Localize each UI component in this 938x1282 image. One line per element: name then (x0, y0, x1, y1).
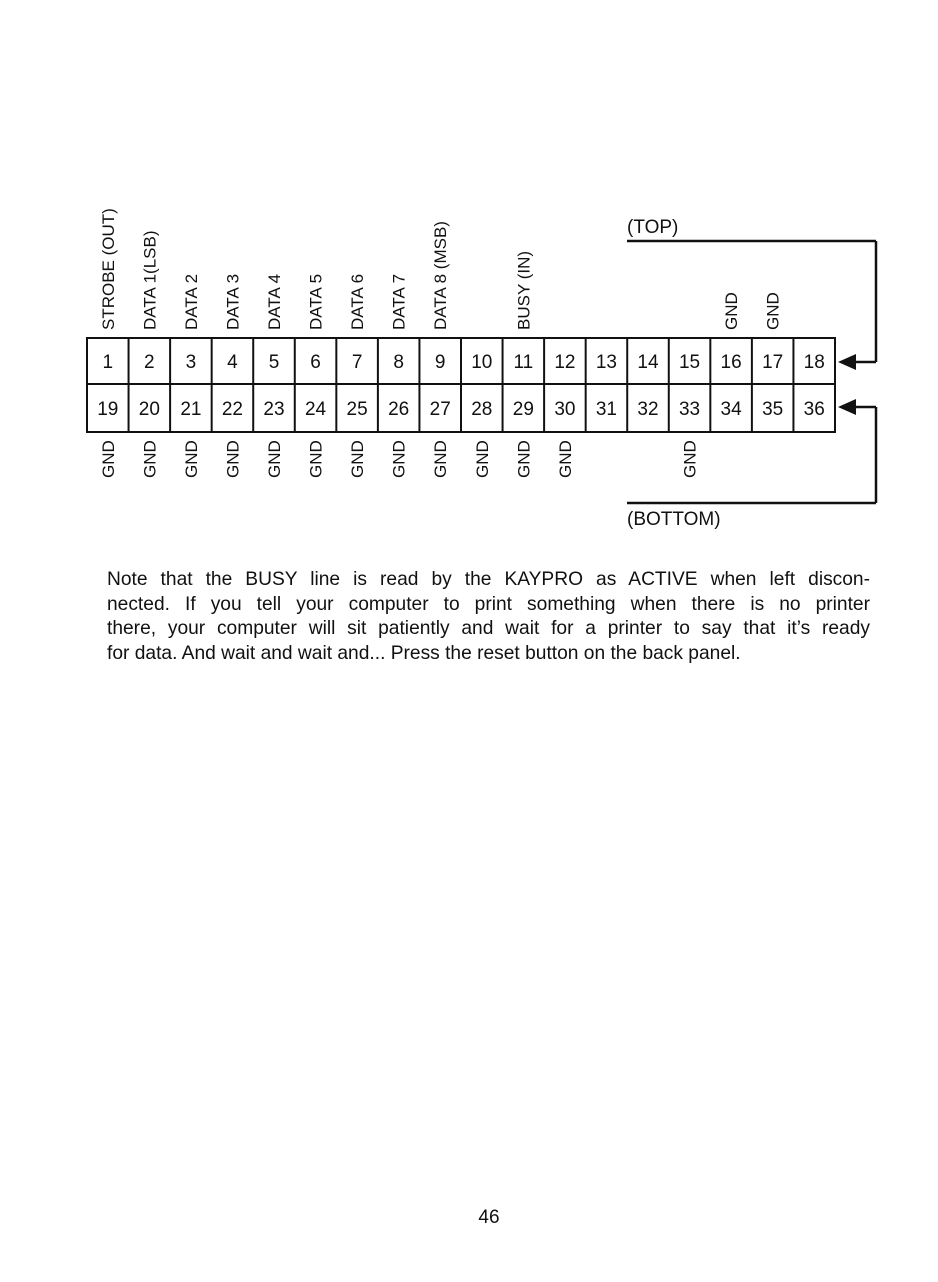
note-line: there, your computer will sit patiently and wait for a printer to say that it’s ready (107, 618, 870, 639)
page-number: 46 (478, 1207, 500, 1228)
bottom-label: (BOTTOM) (627, 509, 721, 530)
pin-number-top: 5 (268, 352, 280, 373)
pin-number-bottom: 22 (221, 399, 244, 420)
pin-number-bottom: 24 (304, 399, 327, 420)
pin-number-top: 2 (144, 352, 155, 373)
pin-number-top: 3 (185, 352, 197, 373)
signal-label-top: DATA 6 (348, 273, 368, 330)
pin-number-bottom: 32 (637, 399, 659, 420)
pin-number-top: 17 (762, 352, 784, 373)
pin-number-bottom: 26 (388, 399, 410, 420)
pin-number-top: 14 (637, 352, 659, 373)
pin-number-bottom: 19 (97, 399, 119, 420)
signal-label-top: DATA 5 (306, 273, 326, 330)
pin-number-top: 16 (720, 352, 742, 373)
signal-label-top: GND (722, 292, 742, 330)
signal-label-top: BUSY (IN) (514, 250, 534, 330)
top-label: (TOP) (627, 217, 679, 238)
signal-label-top: DATA 1(LSB) (140, 230, 160, 330)
signal-label-top: DATA 4 (265, 273, 284, 330)
pin-number-top: 1 (102, 352, 114, 373)
signal-label-top: DATA 8 (MSB) (431, 221, 451, 330)
printer-connector-pinout-diagram (0, 0, 938, 560)
pin-number-bottom: 21 (180, 399, 202, 420)
signal-label-top: DATA 7 (389, 273, 409, 330)
signal-label-bottom: GND (306, 440, 326, 478)
signal-label-bottom: GND (223, 440, 243, 478)
note-line: for data. And wait and wait and... Press the reset button on the back panel. (107, 642, 741, 664)
signal-label-top: DATA 2 (181, 273, 201, 330)
pin-number-bottom: 29 (512, 399, 534, 420)
pin-number-bottom: 33 (678, 399, 701, 420)
signal-label-bottom: GND (389, 440, 409, 478)
pin-number-bottom: 27 (429, 399, 451, 420)
busy-line-note (107, 568, 870, 666)
signal-label-top: STROBE (OUT) (98, 208, 118, 330)
pin-number-bottom: 28 (471, 399, 493, 420)
pin-number-bottom: 35 (762, 399, 784, 420)
signal-label-bottom: GND (555, 440, 575, 478)
pin-number-top: 12 (554, 352, 576, 373)
pin-number-top: 13 (595, 352, 618, 373)
pin-number-top: 15 (678, 352, 701, 373)
pin-number-top: 9 (434, 352, 446, 373)
pin-number-top: 10 (471, 352, 493, 373)
signal-label-bottom: GND (140, 440, 160, 478)
pin-number-bottom: 25 (346, 399, 368, 420)
signal-label-top: GND (763, 292, 783, 330)
bottom-arrow-head (838, 399, 856, 415)
signal-label-bottom: GND (348, 440, 368, 478)
signal-label-bottom: GND (98, 440, 118, 478)
pin-number-top: 4 (227, 352, 238, 373)
pin-number-bottom: 36 (803, 399, 825, 420)
note-line: Note that the BUSY line is read by the KAYPRO as ACTIVE when left discon- (107, 569, 870, 590)
pin-number-top: 11 (513, 352, 534, 373)
signal-label-top: DATA 3 (223, 273, 243, 330)
top-row-signal-labels (99, 208, 783, 330)
top-arrow-head (838, 354, 856, 370)
signal-label-bottom: GND (472, 440, 492, 478)
signal-label-bottom: GND (680, 440, 700, 478)
signal-label-bottom: GND (181, 440, 201, 478)
pin-number-bottom: 23 (263, 399, 285, 420)
bottom-row-signal-labels (99, 440, 700, 478)
pin-number-bottom: 20 (138, 399, 160, 420)
signal-label-bottom: GND (514, 440, 534, 478)
pin-number-top: 6 (310, 352, 321, 373)
pin-number-bottom: 30 (554, 399, 576, 420)
note-line: nected. If you tell your computer to print something when there is no printer (107, 593, 870, 615)
pin-number-top: 7 (351, 352, 363, 373)
pin-number-bottom: 31 (595, 399, 618, 420)
pin-number-bottom: 34 (720, 399, 742, 420)
pin-number-top: 18 (803, 352, 825, 373)
signal-label-bottom: GND (265, 440, 284, 478)
signal-label-bottom: GND (431, 440, 451, 478)
pin-number-top: 8 (393, 352, 404, 373)
